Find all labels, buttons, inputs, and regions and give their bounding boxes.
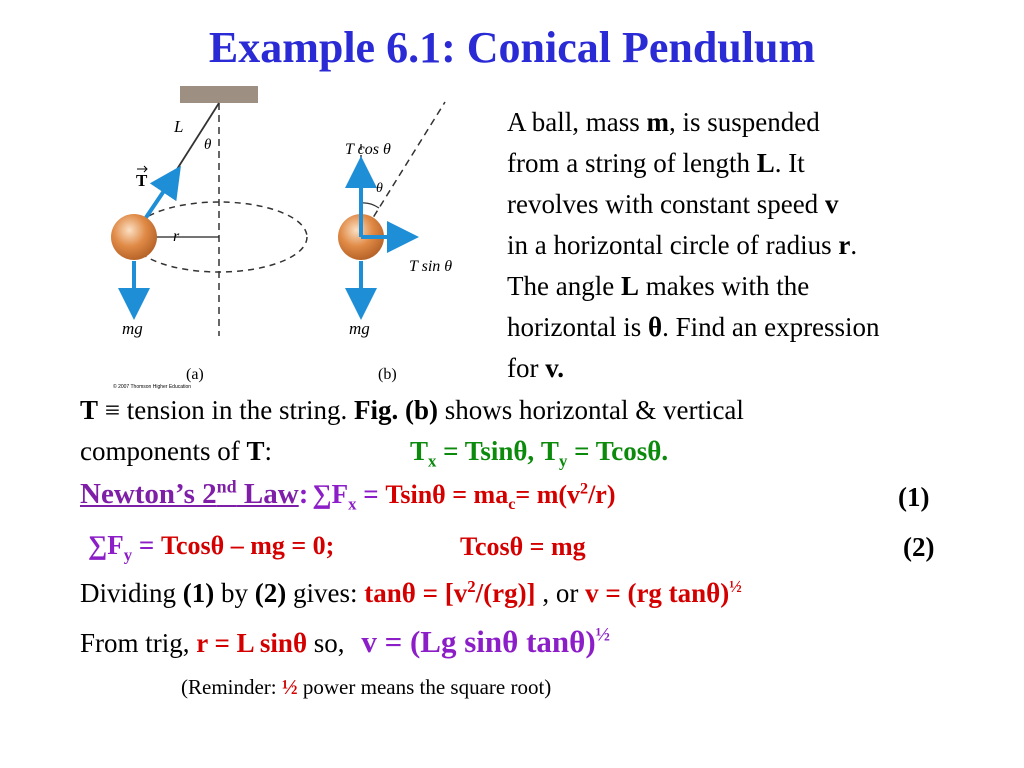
problem-statement [507, 102, 1007, 389]
sum-fx: $\sum F_x$ = [312, 479, 386, 514]
copyright: © 2007 Thomson Higher Education [113, 384, 192, 390]
slide-title: Example 6.1: Conical Pendulum [208, 23, 816, 72]
string-extension-b [361, 102, 445, 237]
problem-line-6: horizontal is θ. Find an expression [507, 312, 880, 342]
problem-line-3: revolves with constant speed v [507, 189, 839, 219]
panel-a [111, 86, 307, 390]
tension-definition-line: T ≡ tension in the string. Fig. (b) shows horizontal & vertical [80, 395, 744, 425]
sum-fy-line [88, 530, 335, 565]
newton-law-line: Newton’s 2nd Law: $\sum F_x = Tsin\theta = ma_c= m(v^2/r)$ [80, 476, 616, 514]
problem-line-1: A ball, mass m, is suspended [507, 107, 820, 137]
label-theta-b: θ [376, 181, 383, 196]
v-equation-rg: v = (rg tanθ)$^{\frac{1}{2}}$ [585, 577, 742, 608]
label-r: r [173, 228, 180, 245]
label-mg-a: mg [122, 319, 143, 338]
components-equation: $T_x = Tsin\theta$, $T_y = Tcos\theta$. [410, 436, 669, 471]
tan-equation: $\tan\theta = [v^2/(rg)]$ [364, 577, 536, 608]
final-answer: v = (Lg sinθ tanθ)$^{\frac{1}{2}}$ [361, 624, 611, 659]
label-theta-a: θ [204, 137, 212, 153]
conical-pendulum-figure [100, 86, 480, 392]
half-symbol: ½ [281, 675, 298, 699]
equation-1: $Tsin\theta = ma_c= m(v^2/r)$ [385, 480, 616, 514]
newton-law-label: Newton’s 2nd Law [80, 476, 299, 510]
label-mg-b: mg [349, 319, 370, 338]
theta-arc-b [361, 203, 379, 208]
dividing-line: Dividing (1) by (2) gives: $\tan\theta = [v^2/(rg)]$ , or v = (rg tanθ)$^{\frac{1}{2}}$ [80, 577, 742, 608]
problem-line-7: for v. [507, 353, 564, 383]
reminder-line: (Reminder: ½ power means the square root) [181, 675, 552, 699]
trig-line: From trig, r = L sinθ so, v = (Lg sinθ tanθ)$^{\frac{1}{2}}$ [80, 624, 611, 659]
label-tcos: T cos θ [345, 141, 391, 158]
ceiling [180, 86, 258, 103]
sum-fy: $\sum F_y$ = [88, 530, 162, 565]
r-equation: r = L sinθ [196, 628, 308, 658]
problem-line-2: from a string of length L. It [507, 148, 805, 178]
problem-line-5: The angle L makes with the [507, 271, 810, 301]
caption-b: (b) [378, 366, 397, 383]
label-L: L [174, 117, 184, 136]
problem-line-4: in a horizontal circle of radius r. [507, 230, 858, 260]
equation-2: Tcosθ – mg = 0; [161, 531, 335, 560]
equation-2-number: (2) [903, 532, 935, 562]
tension-arrow-a [145, 179, 172, 219]
caption-a: (a) [186, 366, 204, 383]
equation-2b: Tcosθ = mg [460, 532, 586, 561]
components-line: components of T: [80, 436, 273, 466]
equation-1-number: (1) [898, 482, 930, 512]
label-T-vector: T [136, 171, 148, 190]
ball-a [111, 214, 157, 260]
panel-b [338, 102, 452, 383]
label-tsin: T sin θ [409, 258, 453, 275]
